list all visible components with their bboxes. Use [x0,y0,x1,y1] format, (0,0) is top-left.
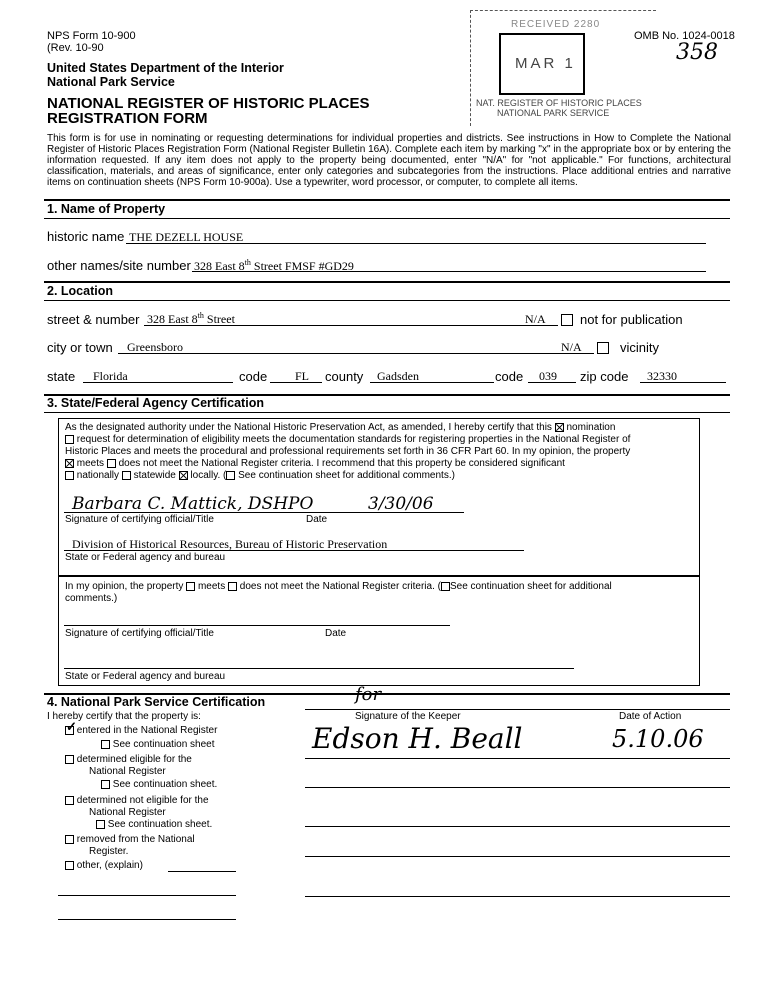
not-for-publication-checkbox[interactable] [561,311,573,329]
date-label: Date [325,628,347,639]
stamp-line1: NAT. REGISTER OF HISTORIC PLACES [476,98,642,108]
street-part: Street [203,312,235,326]
county-value[interactable]: Gadsden [377,369,419,383]
opinion-meets-checkbox[interactable] [186,582,195,591]
other-names-part: 328 East 8 [194,259,245,273]
eligible-option [65,754,192,765]
entered-checkbox[interactable] [65,726,74,735]
eligible-label-2: National Register [89,766,166,777]
field-underline [118,353,594,354]
nps-intro: I hereby certify that the property is: [47,711,201,722]
continuation-checkbox[interactable] [101,780,110,789]
signature-line [305,758,730,759]
other-option [65,860,143,871]
continuation-label: See continuation sheet. [112,779,218,790]
divider [44,281,730,283]
cert-text: does not meet the National Register criteria. I recommend that this property be considered significant [118,458,565,469]
signature-label: Signature of certifying official/Title [65,628,214,639]
department-name: United States Department of the Interior [47,61,284,75]
divider [44,300,730,301]
not-eligible-option [65,795,209,806]
continuation-checkbox[interactable] [101,740,110,749]
agency-line [64,550,524,551]
other-names-part: Street FMSF #GD29 [250,259,354,273]
does-not-meet-checkbox[interactable] [107,459,116,468]
other-checkbox[interactable] [65,861,74,870]
field-underline [144,325,558,326]
cert-text: See continuation sheet for additional comments.) [238,470,455,481]
agency-line [64,668,574,669]
form-title: NATIONAL REGISTER OF HISTORIC PLACES [47,95,370,112]
vicinity-label: vicinity [620,340,660,355]
see-continuation-3 [96,819,212,830]
agency-label: State or Federal agency and bureau [65,552,226,563]
request-determination-checkbox[interactable] [65,435,74,444]
intro-paragraph: This form is for use in nominating or requesting determinations for individual properties and districts. See instructions in How to Complete the National Register of Historic Places Registration Form (National Register Bulletin 16A). Complete each item by marking "x" in the appropriate box or by entering the information requested. If any item does not apply to the property being documented, enter "N/A" for "not applicable." For functions, architectural classification, materials, and areas of significance, enter only categories and subcategories from the instructions. Place additional entries and narrative items on continuation sheets (NPS Form 10-900a). Use a typewriter, word processor, or computer, to complete all items. [47,133,731,188]
ordinal-suffix: th [244,258,251,267]
section1-heading: 1. Name of Property [47,202,166,216]
opinion-line1 [65,581,612,592]
other-names-label: other names/site number [47,258,191,273]
cert-text: request for determination of eligibility meets the documentation standards for registering properties in the National Register of [76,434,631,445]
certifying-date: 3/30/06 [368,494,434,514]
cert-text-line5 [65,470,455,481]
statewide-checkbox[interactable] [122,471,131,480]
cert-text-line4 [65,458,565,469]
entered-label: entered in the National Register [76,725,218,736]
field-underline [83,382,233,383]
field-underline [640,382,726,383]
opinion-text: does not meet the National Register criteria. ( [239,581,441,592]
state-code-label: code [239,369,268,384]
state-value[interactable]: Florida [93,369,128,383]
form-subtitle: REGISTRATION FORM [47,110,208,127]
nationally-checkbox[interactable] [65,471,74,480]
agency-name: National Park Service [47,75,175,89]
explain-line [58,895,236,896]
entered-option [65,725,217,736]
keeper-label: Signature of the Keeper [355,711,461,722]
action-date-label: Date of Action [619,711,682,722]
field-underline [126,243,706,244]
county-code-value[interactable]: 039 [539,369,557,383]
divider [44,218,730,219]
continuation-checkbox[interactable] [96,820,105,829]
keeper-signature: Edson H. Beall [312,722,523,755]
not-for-publication-na: N/A [525,312,546,326]
form-revision: (Rev. 10-90 [47,42,104,54]
county-label: county [325,369,364,384]
state-code-value[interactable]: FL [295,369,310,383]
ordinal-suffix: th [197,311,204,320]
city-value[interactable]: Greensboro [127,340,183,354]
removed-option [65,834,195,845]
divider [44,412,730,413]
not-eligible-checkbox[interactable] [65,796,74,805]
signature-line [64,625,450,626]
divider [44,199,730,201]
historic-name-value[interactable]: THE DEZELL HOUSE [129,230,244,244]
signature-line [305,826,730,827]
date-label: Date [306,514,328,525]
eligible-label: determined eligible for the [76,754,192,765]
stamp-line2: NATIONAL PARK SERVICE [497,108,610,118]
field-underline [528,382,576,383]
vicinity-checkbox[interactable] [597,339,609,357]
county-code-label: code [495,369,524,384]
vicinity-na: N/A [561,340,582,354]
statewide-label: statewide [133,470,176,481]
street-label: street & number [47,312,140,327]
locally-label: locally. ( [190,470,227,481]
action-date: 5.10.06 [612,725,704,753]
stamp-date-box [499,33,585,95]
opinion-line2: comments.) [65,593,118,604]
explain-line [58,919,236,920]
see-continuation-2 [101,779,217,790]
nomination-label: nomination [566,422,616,433]
agency-label: State or Federal agency and bureau [65,671,226,682]
received-stamp [470,10,656,126]
locally-checkbox[interactable] [179,471,188,480]
nomination-checkbox[interactable] [555,423,564,432]
cert-text-line3: Historic Places and meets the procedural and professional requirements set forth in 36 CFR Part 60. In my opinion, the property [65,446,631,457]
see-continuation-1 [101,739,215,750]
explain-line [168,871,236,872]
cert-text: As the designated authority under the National Historic Preservation Act, as amended, I hereby certify that this [65,422,552,433]
not-eligible-label: determined not eligible for the [76,795,209,806]
meets-label: meets [76,458,105,469]
field-underline [192,271,706,272]
signature-line [305,896,730,897]
for-note: for [355,684,382,705]
nationally-label: nationally [76,470,120,481]
continuation-label: See continuation sheet. [107,819,213,830]
certifying-signature: Barbara C. Mattick, DSHPO [72,494,314,514]
handwritten-number: 358 [676,40,718,65]
other-label: other, (explain) [76,860,143,871]
form-number: NPS Form 10-900 [47,30,136,42]
zip-value[interactable]: 32330 [647,369,677,383]
opinion-meets-label: meets [197,581,226,592]
section3-heading: 3. State/Federal Agency Certification [47,396,264,410]
removed-checkbox[interactable] [65,835,74,844]
field-underline [270,382,322,383]
opinion-text: In my opinion, the property [65,581,184,592]
signature-line [305,787,730,788]
meets-checkbox[interactable] [65,459,74,468]
city-label: city or town [47,340,113,355]
removed-label-2: Register. [89,846,129,857]
opinion-text: See continuation sheet for additional [449,581,612,592]
stamp-received: RECEIVED 2280 [511,19,601,30]
state-label: state [47,369,76,384]
section2-heading: 2. Location [47,284,113,298]
cert-text-line2 [65,434,630,445]
signature-line [64,512,464,513]
signature-line [305,856,730,857]
continuation-label: See continuation sheet [112,739,215,750]
not-eligible-label-2: National Register [89,807,166,818]
removed-label: removed from the National [76,834,195,845]
signature-label: Signature of certifying official/Title [65,514,214,525]
historic-name-label: historic name [47,229,125,244]
field-underline [370,382,494,383]
section4-heading: 4. National Park Service Certification [47,695,266,709]
eligible-checkbox[interactable] [65,755,74,764]
zip-label: zip code [580,369,629,384]
not-for-publication-label: not for publication [580,312,683,327]
opinion-continuation-checkbox[interactable] [441,582,450,591]
divider [305,709,730,710]
stamp-date: MAR 1 [515,55,576,72]
cert-text-line1 [65,422,615,433]
street-part: 328 East 8 [147,312,198,326]
omb-number: OMB No. 1024-0018 [634,30,735,42]
continuation-checkbox[interactable] [226,471,235,480]
agency-value[interactable]: Division of Historical Resources, Bureau of Historic Preservation [72,537,388,551]
opinion-not-meet-checkbox[interactable] [228,582,237,591]
